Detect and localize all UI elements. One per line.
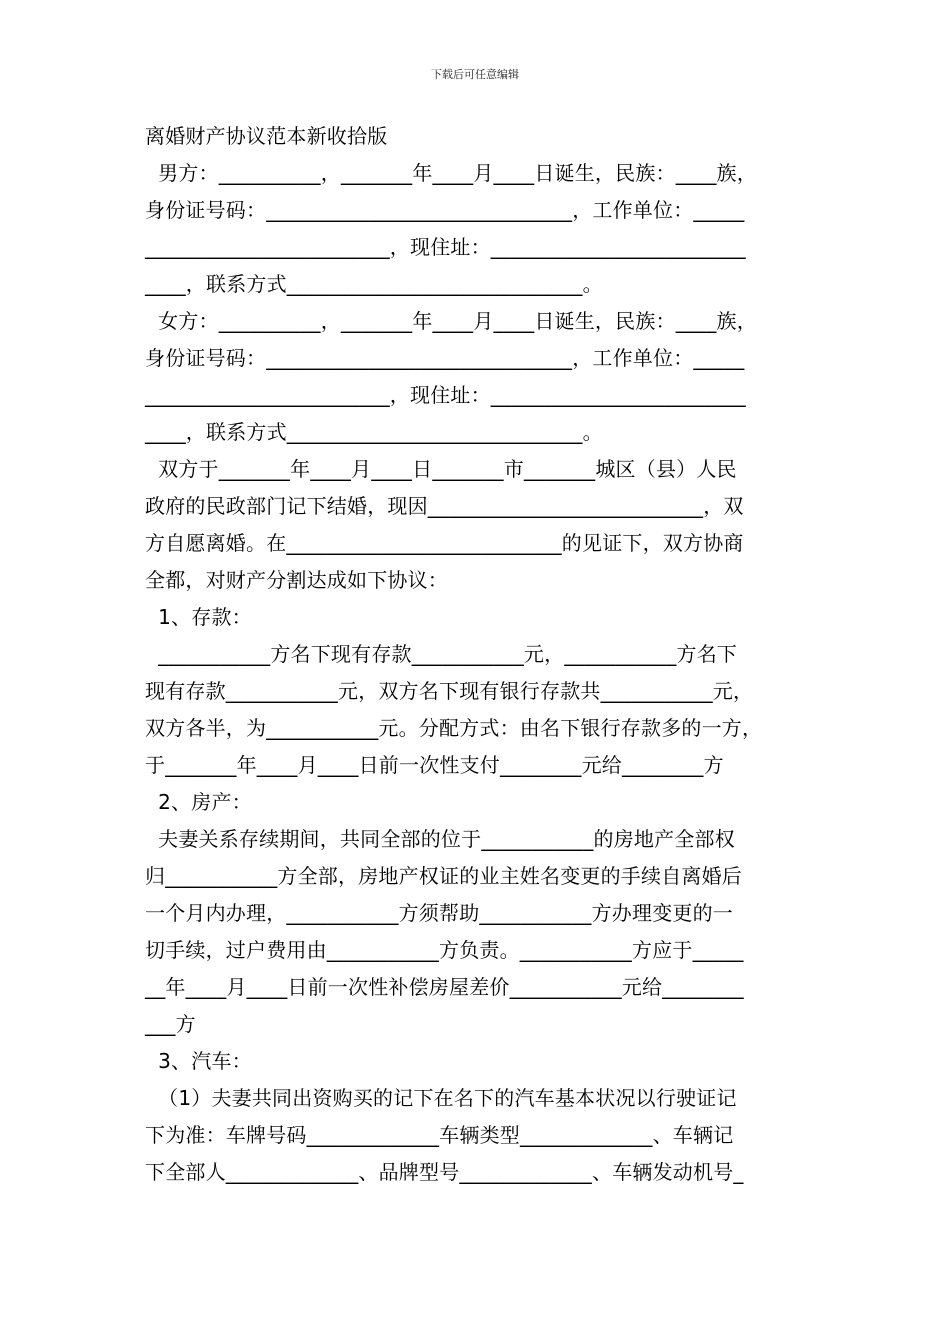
text-line: ____，联系方式_____________________________。 — [145, 420, 603, 444]
text-line: 夫妻关系存续期间，共同全部的位于___________的房地产全部权 — [145, 827, 735, 851]
text-line: 政府的民政部门记下结婚，现因___________________________，双 — [145, 494, 744, 518]
text-line: 双方于_______年____月____日_______市_______城区（县）人民 — [145, 457, 737, 481]
text-line: （1）夫妻共同出资购买的记下在名下的汽车基本状况以行驶证记 — [145, 1086, 737, 1110]
section-heading-car: 3、汽车： — [145, 1049, 252, 1073]
document-title: 离婚财产协议范本新收拾版 — [145, 124, 388, 148]
text-line: 一个月内办理，___________方须帮助___________方办理变更的一 — [145, 901, 733, 925]
text-line: 于_______年____月____日前一次性支付________元给________方 — [145, 753, 724, 777]
text-line: 双方各半，为___________元。分配方式：由名下银行存款多的一方， — [145, 716, 763, 740]
text-line: ___________方名下现有存款___________元，___________方名下 — [145, 642, 738, 666]
text-line: ____，联系方式_____________________________。 — [145, 272, 603, 296]
text-line: 下为准：车牌号码_____________车辆类型_____________、车辆记 — [145, 1123, 734, 1147]
page-header: 下载后可任意编辑 — [431, 68, 519, 81]
text-line: 切手续，过户费用由___________方负责。___________方应于_____ — [145, 938, 744, 962]
text-line: 归___________方全部，房地产权证的业主姓名变更的手续自离婚后 — [145, 864, 742, 888]
section-heading-deposits: 1、存款： — [145, 605, 252, 629]
text-line: ________________________，现住址：_________________________ — [145, 235, 746, 259]
text-line: ___方 — [145, 1012, 196, 1036]
text-line: 全都，对财产分割达成如下协议： — [145, 568, 448, 592]
text-line: 下全部人_____________、品牌型号_____________、车辆发动机号_ — [145, 1160, 744, 1184]
text-line: 现有存款___________元，双方名下现有银行存款共___________元， — [145, 679, 754, 703]
text-line: 身份证号码：______________________________，工作单位：_____ — [145, 346, 745, 370]
text-line: 女方：__________，_______年____月____日诞生，民族：____族， — [145, 309, 757, 333]
document-body — [145, 118, 825, 1191]
text-line: 男方：__________，_______年____月____日诞生，民族：____族， — [145, 161, 757, 185]
section-heading-property: 2、房产： — [145, 790, 252, 814]
text-line: ________________________，现住址：_________________________ — [145, 383, 746, 407]
text-line: __年____月____日前一次性补偿房屋差价___________元给________ — [145, 975, 744, 999]
text-line: 身份证号码：______________________________，工作单位：_____ — [145, 198, 745, 222]
text-line: 方自愿离婚。在___________________________的见证下，双方协商 — [145, 531, 744, 555]
